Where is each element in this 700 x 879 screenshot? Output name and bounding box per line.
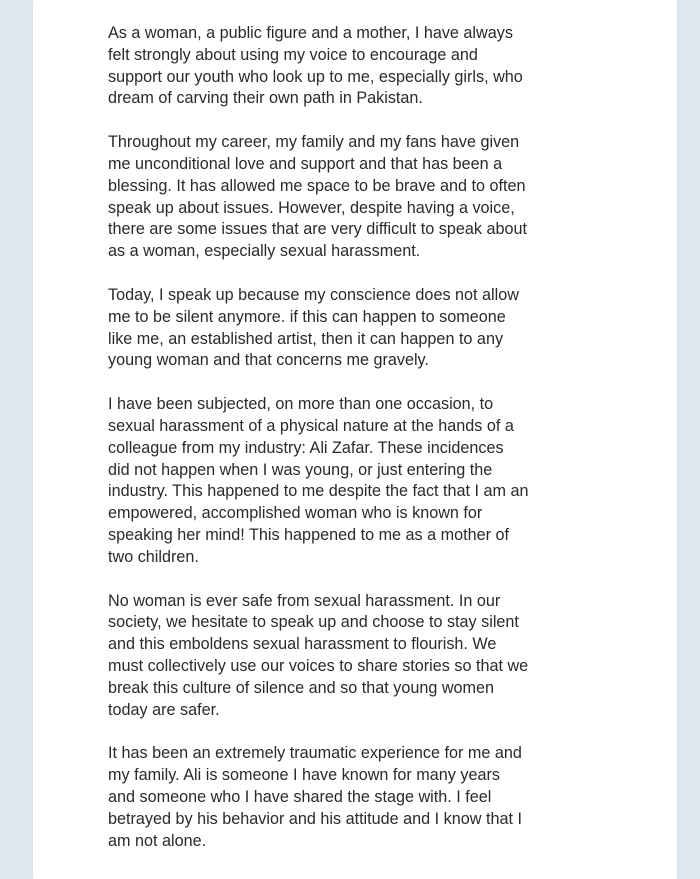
- text-line: industry. This happened to me despite the fact that I am an: [108, 482, 529, 501]
- text-line: Throughout my career, my family and my fans have given: [108, 133, 520, 152]
- text-line: me unconditional love and support and that has been a: [108, 154, 503, 173]
- text-line: colleague from my industry: Ali Zafar. These incidences: [108, 438, 504, 457]
- text-line: me to be silent anymore. if this can happen to someone: [108, 307, 506, 326]
- text-line: I have been subjected, on more than one occasion, to: [108, 395, 494, 414]
- text-line: break this culture of silence and so that young women: [108, 678, 495, 697]
- statement-text: [108, 23, 608, 874]
- text-line: betrayed by his behavior and his attitude and I know that I: [108, 809, 522, 828]
- text-line: support our youth who look up to me, especially girls, who: [108, 67, 523, 86]
- text-line: did not happen when I was young, or just entering the: [108, 460, 493, 479]
- text-line: there are some issues that are very difficult to speak about: [108, 220, 528, 239]
- paragraph-1: [108, 23, 608, 110]
- paragraph-5: [108, 591, 608, 722]
- text-line: empowered, accomplished woman who is known for: [108, 504, 483, 523]
- text-line: sexual harassment of a physical nature at the hands of a: [108, 416, 514, 435]
- text-line: young woman and that concerns me gravely.: [108, 351, 429, 370]
- text-line: and someone who I have shared the stage with. I feel: [108, 787, 492, 806]
- text-line: society, we hesitate to speak up and choose to stay silent: [108, 613, 519, 632]
- paragraph-6: [108, 743, 608, 852]
- text-line: As a woman, a public figure and a mother, I have always: [108, 24, 513, 42]
- text-line: two children.: [108, 547, 199, 566]
- text-line: today are safer.: [108, 700, 220, 719]
- paragraph-3: [108, 285, 608, 372]
- text-line: must collectively use our voices to share stories so that we: [108, 656, 529, 675]
- text-line: speak up about issues. However, despite having a voice,: [108, 198, 515, 217]
- text-line: my family. Ali is someone I have known for many years: [108, 766, 500, 785]
- text-line: am not alone.: [108, 831, 207, 850]
- text-line: and this emboldens sexual harassment to flourish. We: [108, 635, 497, 654]
- text-line: speaking her mind! This happened to me as a mother of: [108, 525, 510, 544]
- text-line: like me, an established artist, then it can happen to any: [108, 329, 504, 348]
- text-line: It has been an extremely traumatic experience for me and: [108, 744, 522, 763]
- text-line: blessing. It has allowed me space to be brave and to often: [108, 176, 526, 195]
- text-line: dream of carving their own path in Pakistan.: [108, 89, 423, 108]
- paragraph-2: [108, 132, 608, 263]
- document-page: [33, 0, 677, 879]
- text-line: Today, I speak up because my conscience does not allow: [108, 285, 519, 304]
- text-line: No woman is ever safe from sexual harassment. In our: [108, 591, 501, 610]
- text-line: felt strongly about using my voice to encourage and: [108, 45, 478, 64]
- text-line: as a woman, especially sexual harassment.: [108, 242, 421, 261]
- paragraph-4: [108, 394, 608, 568]
